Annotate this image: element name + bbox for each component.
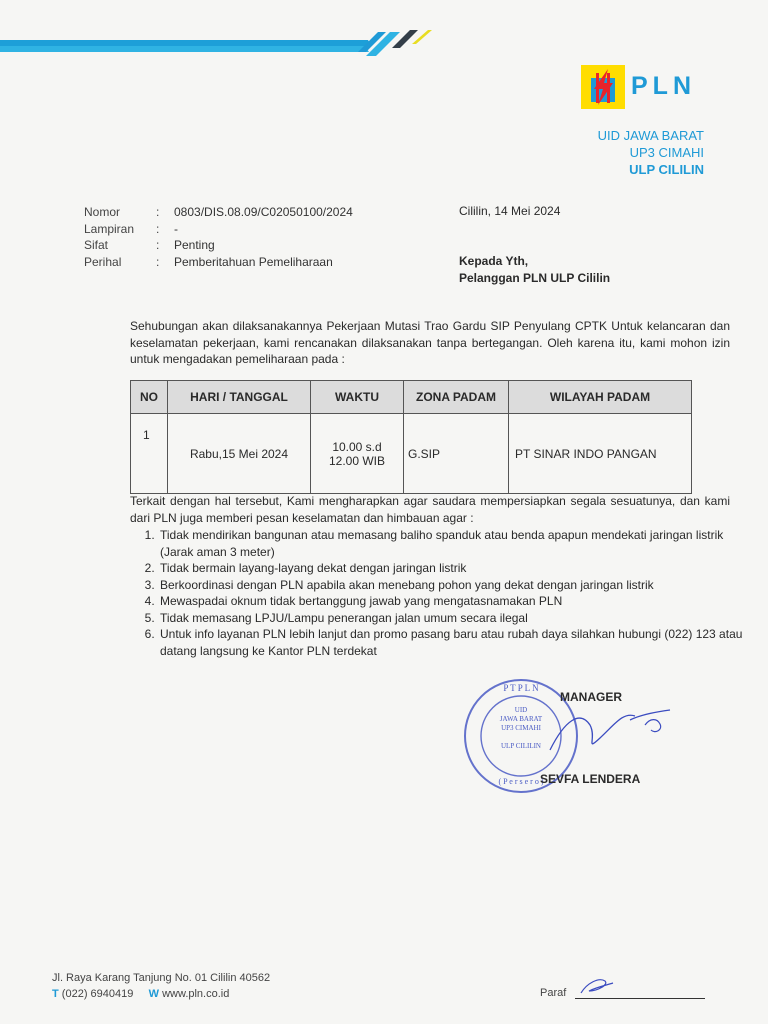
recipient-greeting: Kepada Yth, xyxy=(459,254,529,268)
list-item: 5. Tidak memasang LPJU/Lampu penerangan jalan umum secara ilegal xyxy=(158,610,758,627)
cell-time-start: 10.00 s.d xyxy=(332,439,382,454)
cell-no: 1 xyxy=(131,414,168,494)
header-stripe xyxy=(0,0,768,60)
phone-number: (022) 6940419 xyxy=(61,988,134,1000)
unit-line-uid: UID JAWA BARAT xyxy=(597,128,704,143)
phone-label: T xyxy=(52,988,59,1000)
footer xyxy=(52,970,270,1002)
meta-separator: : xyxy=(156,254,160,269)
col-header-time: WAKTU xyxy=(311,381,404,414)
list-item: 3. Berkoordinasi dengan PLN apabila akan menebang pohon yang dekat dengan jaringan listrik xyxy=(158,577,758,594)
intro-paragraph: Sehubungan akan dilaksanakannya Pekerjaan Mutasi Trao Gardu SIP Penyulang CPTK Untuk kelancaran dan keselamatan pekerjaan, kami rencanakan dilaksanakan tanpa bertegangan. Oleh karena itu, kami mohon izin untuk mengadakan pemeliharaan pada : xyxy=(130,319,730,366)
website-link[interactable]: www.pln.co.id xyxy=(162,988,230,1000)
signer-name: SEVFA LENDERA xyxy=(540,772,641,786)
meta-row-sifat xyxy=(84,237,353,254)
recipient-name: Pelanggan PLN ULP Cililin xyxy=(459,270,611,285)
meta-label: Nomor xyxy=(84,205,121,219)
pln-logo-icon xyxy=(581,65,625,109)
col-header-no: NO xyxy=(131,381,168,414)
meta-separator: : xyxy=(156,238,160,252)
meta-value: - xyxy=(174,221,178,236)
followup-paragraph: Terkait dengan hal tersebut, Kami mengharapkan agar saudara mempersiapkan segala sesuatunya, dan kami dari PLN juga memberi pesan keselamatan dan himbauan agar : xyxy=(130,494,730,525)
meta-value: Penting xyxy=(174,238,215,252)
footer-contact xyxy=(52,986,270,1002)
meta-row-lampiran xyxy=(84,221,353,238)
cell-time-end: 12.00 WIB xyxy=(328,453,386,468)
signer-title: MANAGER xyxy=(560,690,622,704)
maintenance-schedule-table xyxy=(130,380,692,494)
paraf-line xyxy=(575,998,705,999)
stamp-text-region: JAWA BARAT xyxy=(499,715,543,723)
meta-label: Sifat xyxy=(84,238,109,252)
meta-row-nomor xyxy=(84,204,353,221)
list-item: 4. Mewaspadai oknum tidak bertanggung jawab yang mengatasnamakan PLN xyxy=(158,593,758,610)
pln-logo-text: PLN xyxy=(631,72,696,100)
footer-address: Jl. Raya Karang Tanjung No. 01 Cililin 40562 xyxy=(52,972,271,984)
letter-date: Cililin, 14 Mei 2024 xyxy=(459,204,561,218)
table-row xyxy=(131,414,692,494)
col-header-day: HARI / TANGGAL xyxy=(168,381,311,414)
recipient xyxy=(459,253,610,286)
stamp-text-bottom: ( P e r s e r o ) xyxy=(498,777,544,786)
stamp-text-uid: UID xyxy=(514,706,528,714)
paraf-initial xyxy=(577,975,617,997)
meta-value: 0803/DIS.08.09/C02050100/2024 xyxy=(174,205,353,219)
cell-area: PT SINAR INDO PANGAN xyxy=(509,414,692,494)
safety-list xyxy=(130,527,758,659)
unit-line-up3: UP3 CIMAHI xyxy=(629,145,704,160)
cell-time xyxy=(311,414,404,494)
unit-line-ulp: ULP CILILIN xyxy=(629,162,704,177)
paraf-label: Paraf xyxy=(540,987,567,999)
meta-label: Lampiran xyxy=(84,221,135,236)
cell-zone: G.SIP xyxy=(404,414,509,494)
meta-separator: : xyxy=(156,221,160,236)
letter-meta xyxy=(84,204,353,270)
table-header-row xyxy=(131,381,692,414)
meta-separator: : xyxy=(156,205,160,219)
meta-row-perihal xyxy=(84,254,353,271)
col-header-zone: ZONA PADAM xyxy=(404,381,509,414)
cell-day: Rabu,15 Mei 2024 xyxy=(168,414,311,494)
web-label: W xyxy=(148,988,160,1000)
stamp-text-ulp: ULP CILILIN xyxy=(501,742,541,750)
meta-label: Perihal xyxy=(84,254,122,269)
meta-value: Pemberitahuan Pemeliharaan xyxy=(174,254,333,269)
list-item: 1. Tidak mendirikan bangunan atau memasang baliho spanduk atau benda apapun mendekati jaringan listrik (Jarak aman 3 meter) xyxy=(158,527,758,560)
stamp-text-up3: UP3 CIMAHI xyxy=(501,724,541,732)
list-item: 2. Tidak bermain layang-layang dekat dengan jaringan listrik xyxy=(158,560,758,577)
stamp-text-top: P T P L N xyxy=(503,683,539,693)
list-item: 6. Untuk info layanan PLN lebih lanjut dan promo pasang baru atau rubah daya silahkan hubungi (022) 123 atau datang langsung ke Kantor PLN terdekat xyxy=(158,626,758,659)
col-header-area: WILAYAH PADAM xyxy=(509,381,692,414)
